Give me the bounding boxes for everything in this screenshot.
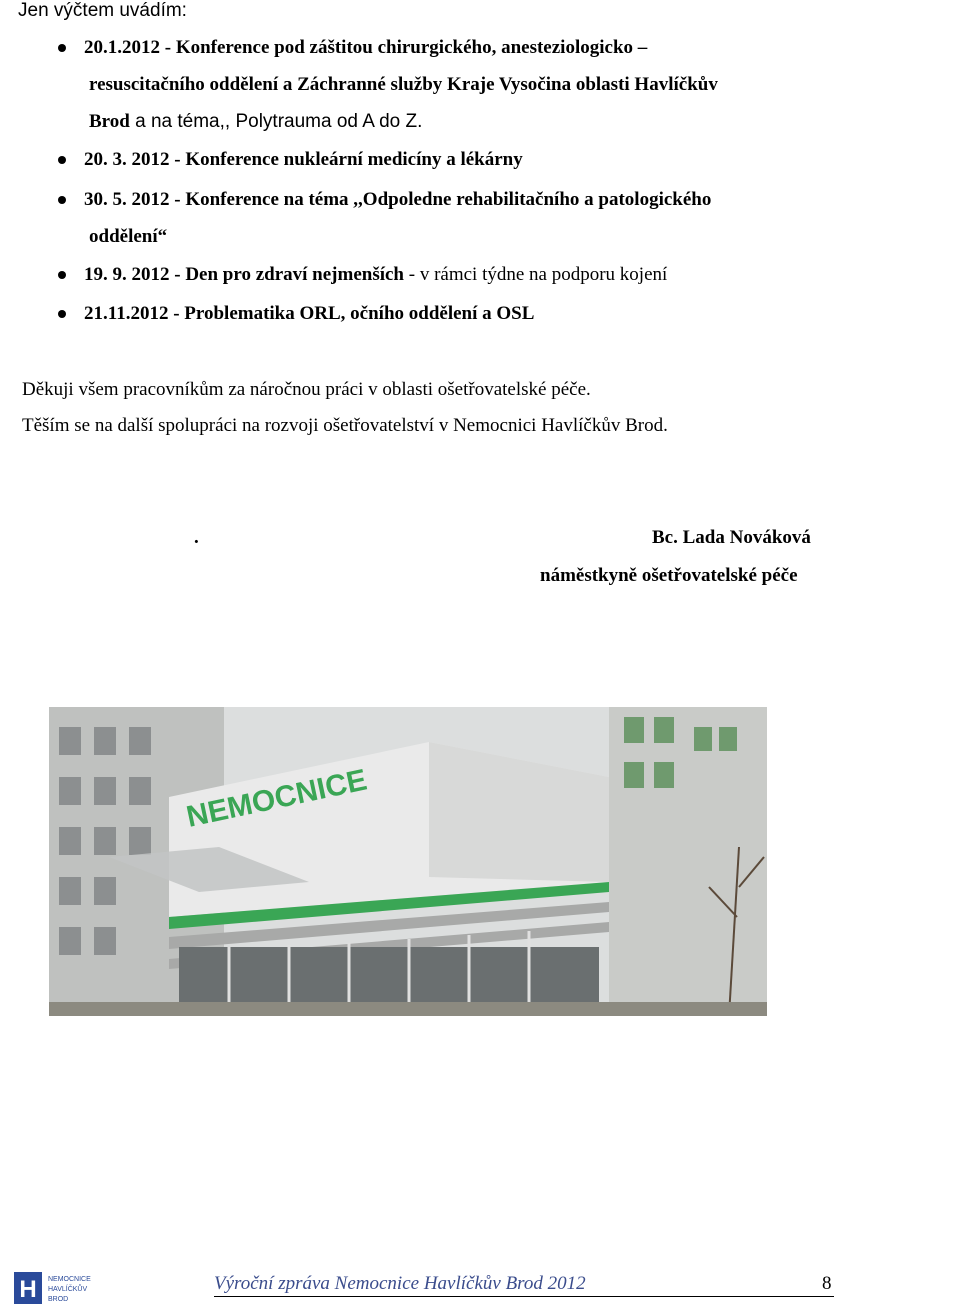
logo-line-1: NEMOCNICE [48,1276,91,1283]
closing-cooperation: Těším se na další spolupráci na rozvoji ošetřovatelství v Nemocnici Havlíčkův Brod. [22,415,668,436]
footer-title: Výroční zpráva Nemocnice Havlíčkův Brod 2012 [214,1273,586,1294]
item-1-line-3 [89,111,422,133]
item-1-line-3-text: a na téma,, Polytrauma od A do Z. [129,111,423,132]
item-1-line-1: 20.1.2012 - Konference pod záštitou chirurgického, anesteziologicko – [84,37,648,58]
item-3-line-1: 30. 5. 2012 - Konference na téma ,,Odpoledne rehabilitačního a patologického [84,189,712,210]
building-sign: NEMOCNICE [183,763,370,834]
hospital-logo [14,1272,100,1304]
bullet [58,310,66,318]
item-5: 21.11.2012 - Problematika ORL, očního oddělení a OSL [84,303,535,324]
bullet [58,196,66,204]
logo-line-2: HAVLÍČKŮV [48,1286,88,1293]
logo-line-3: BROD [48,1296,69,1303]
page-number: 8 [822,1273,832,1294]
intro-text: Jen výčtem uvádím: [18,0,187,21]
footer-rule [214,1296,834,1297]
signature-dot: . [194,527,199,548]
hospital-building-photo [49,707,767,1016]
item-1-line-2: resuscitačního oddělení a Záchranné služby Kraje Vysočina oblasti Havlíčkův [89,74,718,95]
item-3-line-2: oddělení“ [89,226,168,247]
item-4-bold: 19. 9. 2012 - Den pro zdraví nejmenších [84,264,404,285]
item-2: 20. 3. 2012 - Konference nukleární medicíny a lékárny [84,149,523,170]
item-4 [84,264,667,286]
bullet [58,271,66,279]
item-4-text: - v rámci týdne na podporu kojení [404,264,668,285]
logo-letter: H [19,1276,37,1303]
item-1-line-3-bold: Brod [89,111,130,132]
signature-role: náměstkyně ošetřovatelské péče [540,565,798,586]
bullet [58,44,66,52]
bullet [58,156,66,164]
signature-name: Bc. Lada Nováková [652,527,811,548]
closing-thanks: Děkuji všem pracovníkům za náročnou práci v oblasti ošetřovatelské péče. [22,379,591,400]
